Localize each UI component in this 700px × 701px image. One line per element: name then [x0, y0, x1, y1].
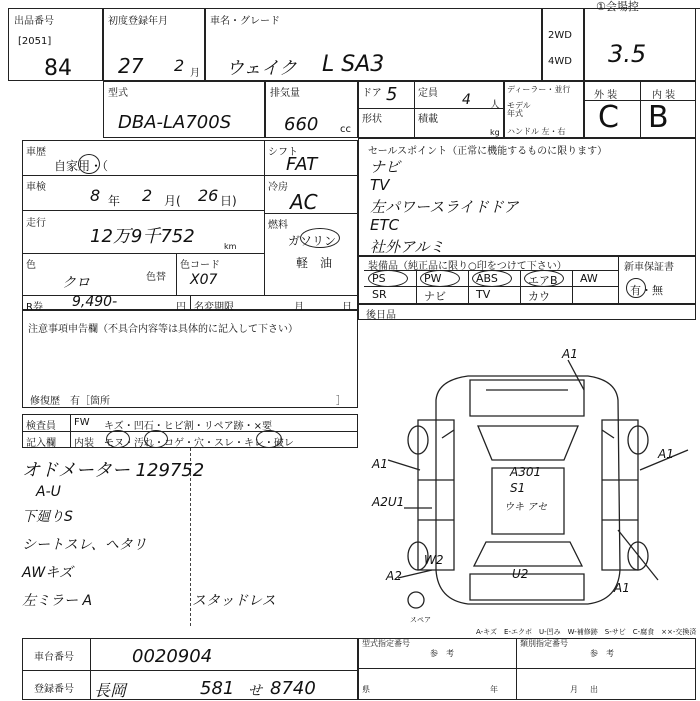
month-unit: 月 — [190, 68, 200, 79]
name-change-day: 日 — [342, 302, 352, 313]
diag-mark-right: A1 — [658, 447, 674, 461]
disp-label: 排気量 — [270, 88, 300, 99]
diag-mark-left: A1 — [372, 457, 388, 471]
inspector-note: A-U — [36, 484, 61, 500]
history-circle — [78, 154, 100, 174]
equipment-item: TV — [476, 288, 491, 301]
model-label: 車名・グレード — [210, 16, 280, 27]
ref-label: 参 考 — [430, 649, 454, 658]
shaken-year: 8 — [90, 186, 101, 205]
drive-4wd: 4WD — [548, 56, 572, 67]
name-change-month: 月 — [294, 302, 304, 313]
equipment-item: カウ — [528, 290, 550, 303]
equipment-item: PW — [424, 272, 442, 285]
equipment-item: ABS — [476, 272, 498, 285]
doors-label: ドア — [362, 88, 382, 99]
equipment-circle — [524, 270, 564, 287]
handle-label: ハンドル 左・右 — [507, 127, 566, 136]
ac-value: AC — [290, 190, 318, 214]
capacity-value: 4 — [462, 92, 471, 108]
ref-label2: 参 考 — [590, 649, 614, 658]
type-value: DBA-LA700S — [118, 112, 232, 133]
diag-mark-rearright: A1 — [614, 581, 630, 595]
shift-label: シフト — [268, 147, 298, 158]
drive-2wd: 2WD — [548, 30, 572, 41]
recycle-yen: 円 — [176, 302, 186, 313]
plate-number: 8740 — [270, 678, 316, 699]
inspector-note: オドメーター 129752 — [22, 460, 205, 481]
selling-point-item: 左パワースライドドア — [370, 198, 519, 216]
recycle-label: R券 — [26, 302, 43, 313]
month-label2: 月 — [570, 685, 578, 694]
fuel-circle — [300, 228, 340, 248]
fuel-label: 燃料 — [268, 220, 288, 231]
recycle-value: 9,490- — [72, 294, 118, 310]
exterior-label: 外 装 — [594, 90, 618, 101]
repair-close: ］ — [336, 396, 346, 407]
exterior-grade: C — [598, 100, 619, 135]
fuel-value: ガソリン — [288, 234, 337, 248]
diag-mark-front: A1 — [562, 347, 578, 361]
equipment-circle — [420, 270, 460, 287]
drive-box — [542, 8, 584, 81]
capacity-unit: 人 — [490, 100, 500, 111]
caution-label: 注意事項申告欄（不具合内容等は具体的に記入して下さい） — [28, 324, 298, 335]
front-panel — [470, 380, 584, 416]
diag-mark-roof2: S1 — [510, 481, 526, 495]
aftermarket-box — [358, 304, 696, 320]
doors-value: 5 — [386, 84, 398, 105]
fuel-alt: 軽 油 — [296, 256, 333, 270]
disp-unit: cc — [340, 124, 351, 135]
diag-mark-roof3: ウキ アセ — [504, 502, 548, 513]
color-code-label: 色コード — [180, 260, 220, 271]
equipment-item: エアB — [528, 274, 558, 287]
studless: スタッドレス — [192, 593, 276, 609]
diag-mark-leftside: A2U1 — [372, 495, 405, 509]
interior-label2: 内装 — [74, 438, 94, 449]
diag-mark-rearleft: A2 — [386, 569, 402, 583]
spare-tire — [408, 592, 424, 608]
plate-class: 581 — [200, 678, 235, 699]
warranty-value: 有・無 — [630, 284, 663, 297]
selling-point-item: TV — [370, 176, 390, 194]
inspector-note: 下廻りS — [22, 509, 73, 525]
color-label: 色 — [26, 260, 36, 271]
fw-items: キズ・凹石・ヒビ割・リペア跡・×要 — [104, 421, 272, 432]
lot-code: [2051] — [18, 36, 52, 47]
diag-mark-rear: U2 — [512, 567, 529, 581]
mileage-label: 走行 — [26, 218, 46, 229]
load-unit: kg — [490, 128, 500, 137]
chassis-value: 0020904 — [132, 646, 213, 667]
plate-region: 長岡 — [94, 681, 127, 700]
shaken-day: 26 — [198, 186, 219, 205]
equipment-item: SR — [372, 288, 387, 301]
first-reg-label: 初度登録年月 — [108, 16, 168, 27]
diag-mark-wheel: W2 — [424, 553, 444, 567]
place-label: ①会場控 — [596, 0, 639, 13]
shaken-month: 2 — [142, 186, 153, 205]
car-name: ウェイク — [226, 58, 297, 79]
plate-kana: せ — [248, 683, 262, 699]
color-value: クロ — [62, 275, 90, 291]
lot-number: 84 — [44, 56, 72, 81]
equipment-circle — [368, 270, 408, 287]
shaken-label: 車検 — [26, 182, 46, 193]
spare-label: スペア — [410, 616, 431, 624]
diag-mark-roof1: A301 — [510, 465, 542, 479]
inspector-label: 検査員 — [26, 421, 56, 432]
out-label: 出 — [590, 685, 598, 694]
disp-value: 660 — [284, 114, 319, 135]
dealer-label: ディーラー・並行 — [507, 85, 571, 94]
score: 3.5 — [608, 40, 647, 68]
inspector-note: 左ミラー A — [22, 593, 93, 609]
first-reg-year: 27 — [118, 54, 144, 78]
interior-circle-1 — [106, 430, 130, 448]
load-label: 積載 — [418, 114, 438, 125]
shaken-unit-year: 年 — [108, 194, 121, 208]
name-change-label: 名変期限 — [194, 302, 234, 313]
interior-items: モヌ・汚れ・コゲ・穴・スレ・キレ・破レ — [104, 438, 294, 449]
prefecture: 県 — [362, 685, 370, 694]
year-label: 年 — [490, 685, 498, 694]
designated-label: 類別指定番号 — [520, 639, 568, 648]
equipment-circle — [472, 270, 512, 287]
mileage-value: 12万9千752 — [90, 226, 195, 247]
fw-label: FW — [74, 417, 90, 428]
interior-circle-2 — [144, 430, 168, 448]
inspector-note: シートスレ、ヘタリ — [22, 537, 147, 553]
warranty-circle — [626, 278, 646, 298]
equipment-item: PS — [372, 272, 386, 285]
repair-label: 修復歴 有［箇所 — [30, 396, 110, 407]
first-reg-month: 2 — [174, 56, 185, 75]
interior-grade: B — [648, 100, 669, 135]
shaken-unit-day: 日) — [220, 194, 237, 208]
cert-label: 型式指定番号 — [362, 639, 410, 648]
interior-label: 内 装 — [652, 90, 676, 101]
lot-label: 出品番号 — [14, 16, 54, 27]
repaint-label: 色替 — [146, 272, 166, 283]
selling-point-item: ETC — [370, 216, 400, 234]
equipment-item: ナビ — [424, 290, 446, 303]
shaken-unit-month: 月( — [164, 194, 181, 208]
selling-label: セールスポイント（正常に機能するものに限ります） — [368, 146, 608, 157]
aftermarket-label: 後日品 — [366, 310, 396, 321]
windshield — [478, 426, 578, 460]
capacity-label: 定員 — [418, 88, 438, 99]
ac-label: 冷房 — [268, 182, 288, 193]
equipment-label: 装備品（純正品に限り○印をつけて下さい） — [368, 261, 567, 272]
plate-label: 登録番号 — [34, 684, 74, 695]
entry-label: 記入欄 — [26, 438, 56, 449]
selling-point-item: 社外アルミ — [370, 238, 445, 256]
history-value: 自家用・（ — [54, 159, 109, 173]
chassis-label: 車台番号 — [34, 652, 74, 663]
shape-label: 形状 — [362, 114, 382, 125]
inspector-note: AWキズ — [22, 565, 73, 581]
type-label: 型式 — [108, 88, 128, 99]
rear-window — [474, 542, 582, 566]
warranty-label: 新車保証書 — [624, 262, 674, 273]
color-code-value: X07 — [190, 272, 218, 288]
car-diagram — [358, 320, 696, 630]
grade: L SA3 — [322, 52, 385, 77]
model-year-label: モデル年式 — [507, 101, 531, 118]
selling-point-item: ナビ — [370, 158, 401, 176]
interior-circle-3 — [256, 430, 282, 448]
shift-value: FAT — [286, 154, 318, 175]
mileage-unit: km — [224, 242, 237, 251]
equipment-item: AW — [580, 272, 598, 285]
history-label: 車歴 — [26, 147, 46, 158]
diagram-legend: A-キズ E-エクボ U-凹み W-補修跡 S-サビ C-腐食 ××-交換済 — [476, 628, 697, 636]
